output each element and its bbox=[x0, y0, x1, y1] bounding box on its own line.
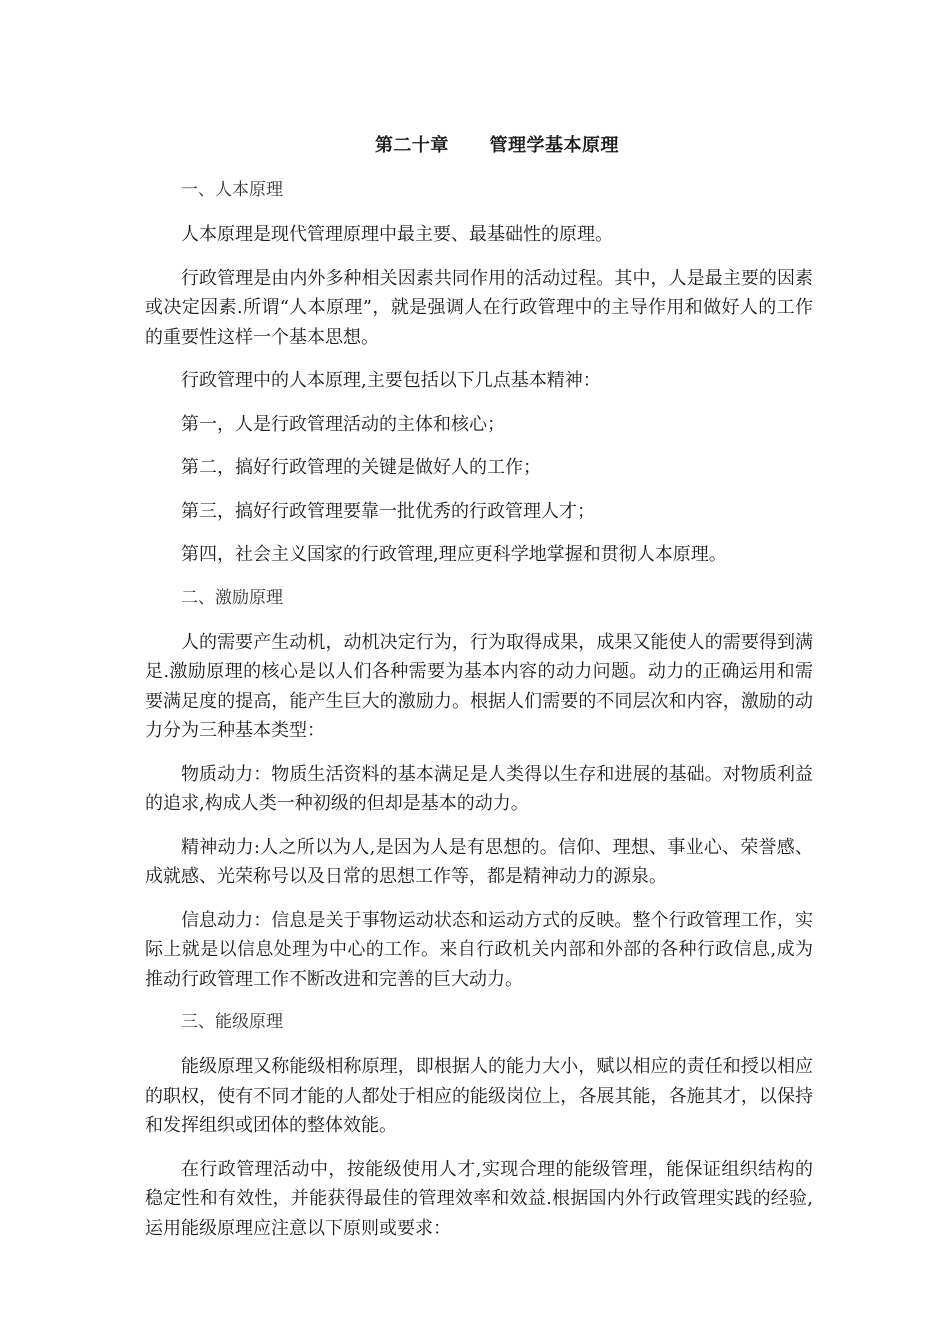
paragraph: 第二，搞好行政管理的关键是做好人的工作； bbox=[181, 457, 541, 478]
paragraph: 第四，社会主义国家的行政管理,理应更科学地掌握和贯彻人本原理。 bbox=[181, 544, 727, 565]
paragraph: 在行政管理活动中，按能级使用人才,实现合理的能级管理，能保证组织结构的稳定性和有效性，并能获得最佳的管理效率和效益.根据国内外行政管理实践的经验,运用能级原理应注意以下原则或要求： bbox=[145, 1158, 813, 1239]
section-heading: 二、激励原理 bbox=[181, 587, 283, 608]
chapter-title: 第二十章 管理学基本原理 bbox=[374, 135, 620, 156]
paragraph: 第一，人是行政管理活动的主体和核心； bbox=[181, 413, 505, 435]
document-page bbox=[145, 132, 813, 1257]
paragraph: 行政管理中的人本原理,主要包括以下几点基本精神： bbox=[181, 370, 601, 391]
paragraph: 第三，搞好行政管理要靠一批优秀的行政管理人才； bbox=[181, 500, 595, 522]
paragraph: 信息动力：信息是关于事物运动状态和运动方式的反映。整个行政管理工作，实际上就是以信息处理为中心的工作。来自行政机关内部和外部的各种行政信息,成为推动行政管理工作不断改进和完善的巨大动力。 bbox=[145, 909, 813, 990]
section-heading: 一、人本原理 bbox=[181, 180, 283, 200]
paragraph: 能级原理又称能级相称原理，即根据人的能力大小，赋以相应的责任和授以相应的职权，使有不同才能的人都处于相应的能级岗位上，各展其能，各施其才，以保持和发挥组织或团体的整体效能。 bbox=[145, 1056, 813, 1136]
paragraph: 人本原理是现代管理原理中最主要、最基础性的原理。 bbox=[181, 224, 613, 245]
paragraph: 人的需要产生动机，动机决定行为，行为取得成果，成果又能使人的需要得到满足.激励原理的核心是以人们各种需要为基本内容的动力问题。动力的正确运用和需要满足度的提高，能产生巨大的激励力。根据人们需要的不同层次和内容，激励的动力分为三种基本类型： bbox=[145, 631, 813, 741]
section-heading: 三、能级原理 bbox=[181, 1012, 283, 1032]
paragraph: 物质动力：物质生活资料的基本满足是人类得以生存和进展的基础。对物质利益的追求,构成人类一种初级的但却是基本的动力。 bbox=[145, 763, 813, 814]
paragraph: 行政管理是由内外多种相关因素共同作用的活动过程。其中，人是最主要的因素或决定因素.所谓“人本原理”，就是强调人在行政管理中的主导作用和做好人的工作的重要性这样一个基本思想。 bbox=[145, 267, 813, 348]
paragraph: 精神动力:人之所以为人,是因为人是有思想的。信仰、理想、事业心、荣誉感、成就感、光荣称号以及日常的思想工作等，都是精神动力的源泉。 bbox=[145, 836, 813, 887]
